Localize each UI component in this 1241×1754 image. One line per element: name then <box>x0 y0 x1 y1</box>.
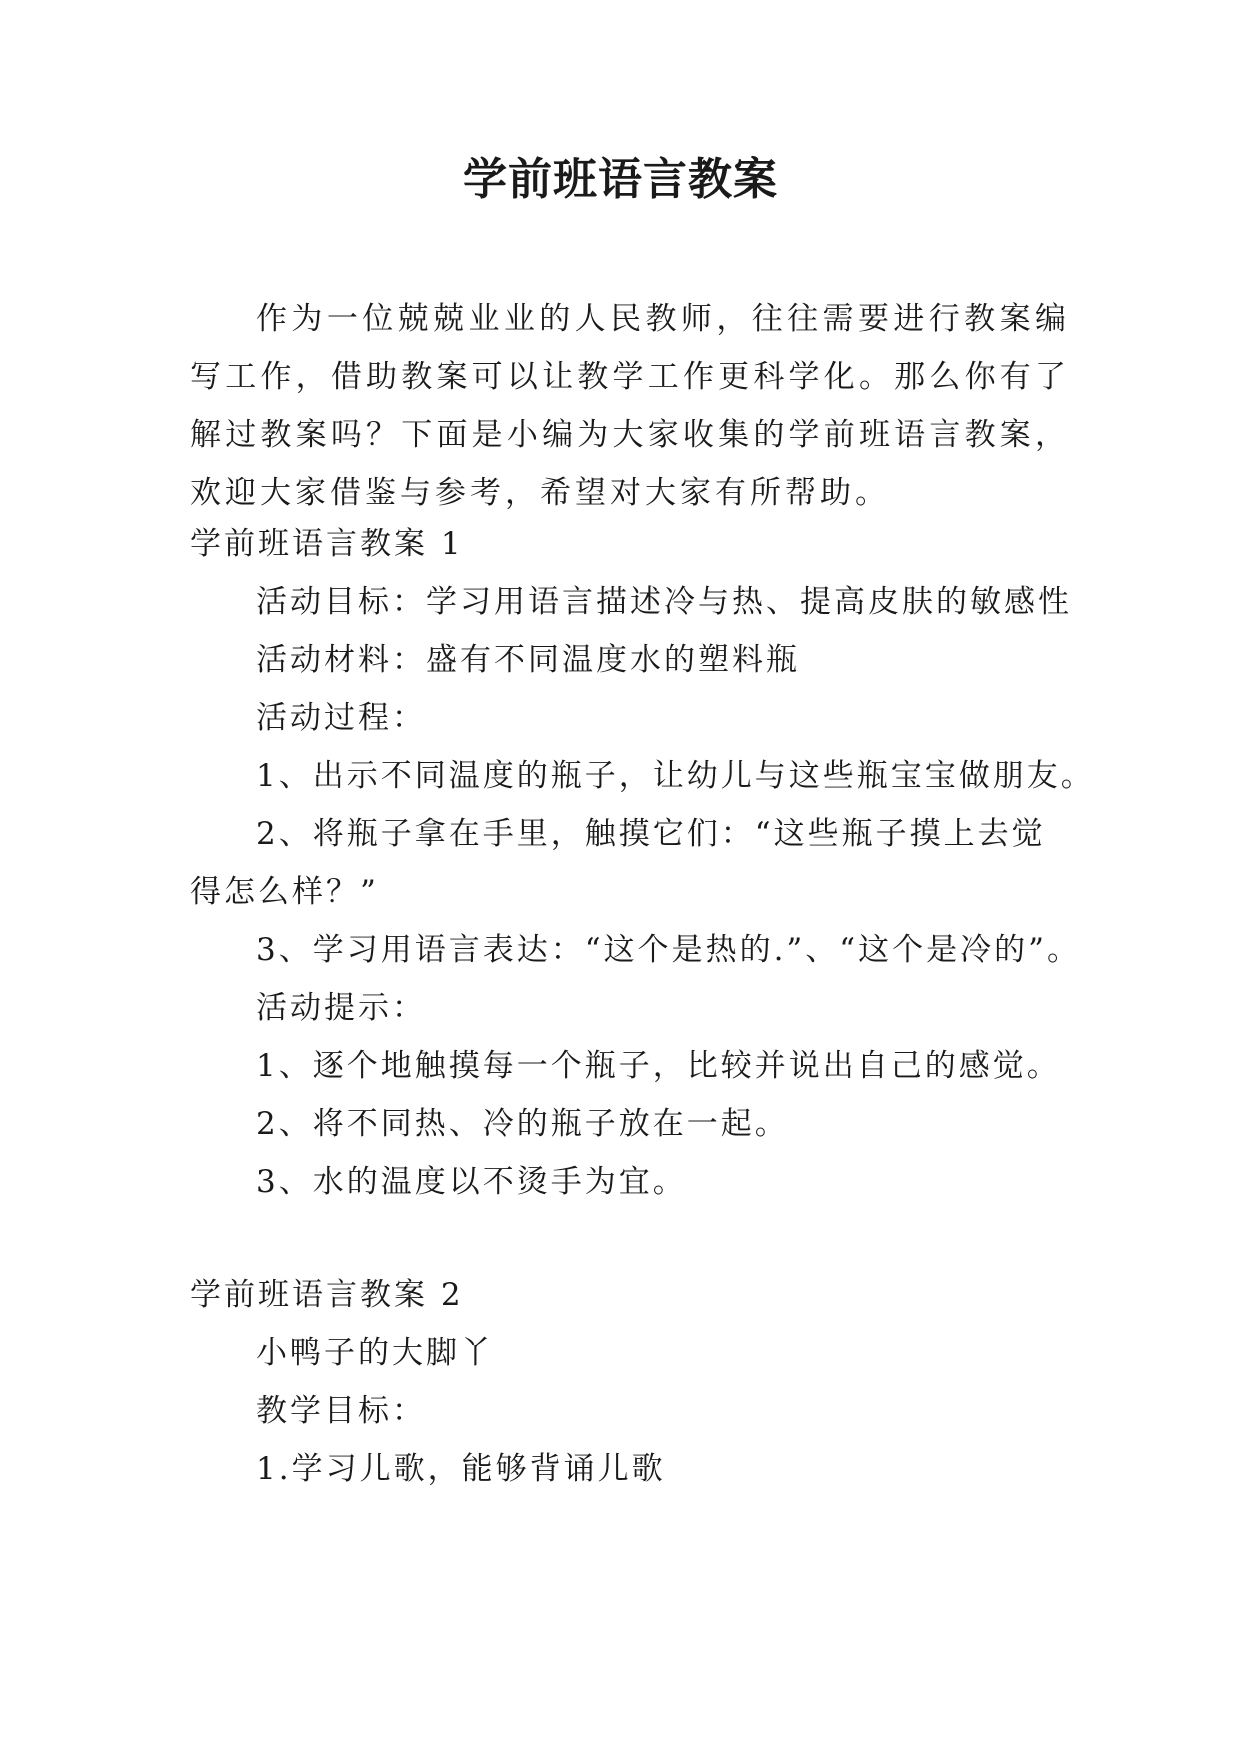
section1-goal: 活动目标：学习用语言描述冷与热、提高皮肤的敏感性 <box>256 584 1072 620</box>
section1-tip-2: 2、将不同热、冷的瓶子放在一起。 <box>256 1106 789 1142</box>
section1-process-step-3: 3、学习用语言表达：“这个是热的.”、“这个是冷的”。 <box>256 932 1081 968</box>
section1-tips-label: 活动提示： <box>256 990 426 1026</box>
section2-goal-1: 1.学习儿歌，能够背诵儿歌 <box>256 1451 666 1487</box>
section1-material: 活动材料：盛有不同温度水的塑料瓶 <box>256 642 800 678</box>
section1-process-step-2: 2、将瓶子拿在手里，触摸它们：“这些瓶子摸上去觉得怎么样？” <box>190 816 1046 910</box>
section1-tip-3: 3、水的温度以不烫手为宜。 <box>256 1164 687 1200</box>
section1-heading: 学前班语言教案 1 <box>190 526 464 562</box>
intro-paragraph: 作为一位兢兢业业的人民教师，往往需要进行教案编写工作，借助教案可以让教学工作更科学化。那么你有了解过教案吗？下面是小编为大家收集的学前班语言教案，欢迎大家借鉴与参考，希望对大家有所帮助。 <box>190 301 1070 511</box>
section1-process-step-1: 1、出示不同温度的瓶子，让幼儿与这些瓶宝宝做朋友。 <box>256 758 1095 794</box>
section1-process-label: 活动过程： <box>256 700 426 736</box>
section2-goal-label: 教学目标： <box>256 1393 426 1429</box>
section2-heading: 学前班语言教案 2 <box>190 1277 464 1313</box>
section1-tip-1: 1、逐个地触摸每一个瓶子，比较并说出自己的感觉。 <box>256 1048 1061 1084</box>
document-title: 学前班语言教案 <box>463 154 778 205</box>
section2-subtitle: 小鸭子的大脚丫 <box>256 1335 494 1371</box>
